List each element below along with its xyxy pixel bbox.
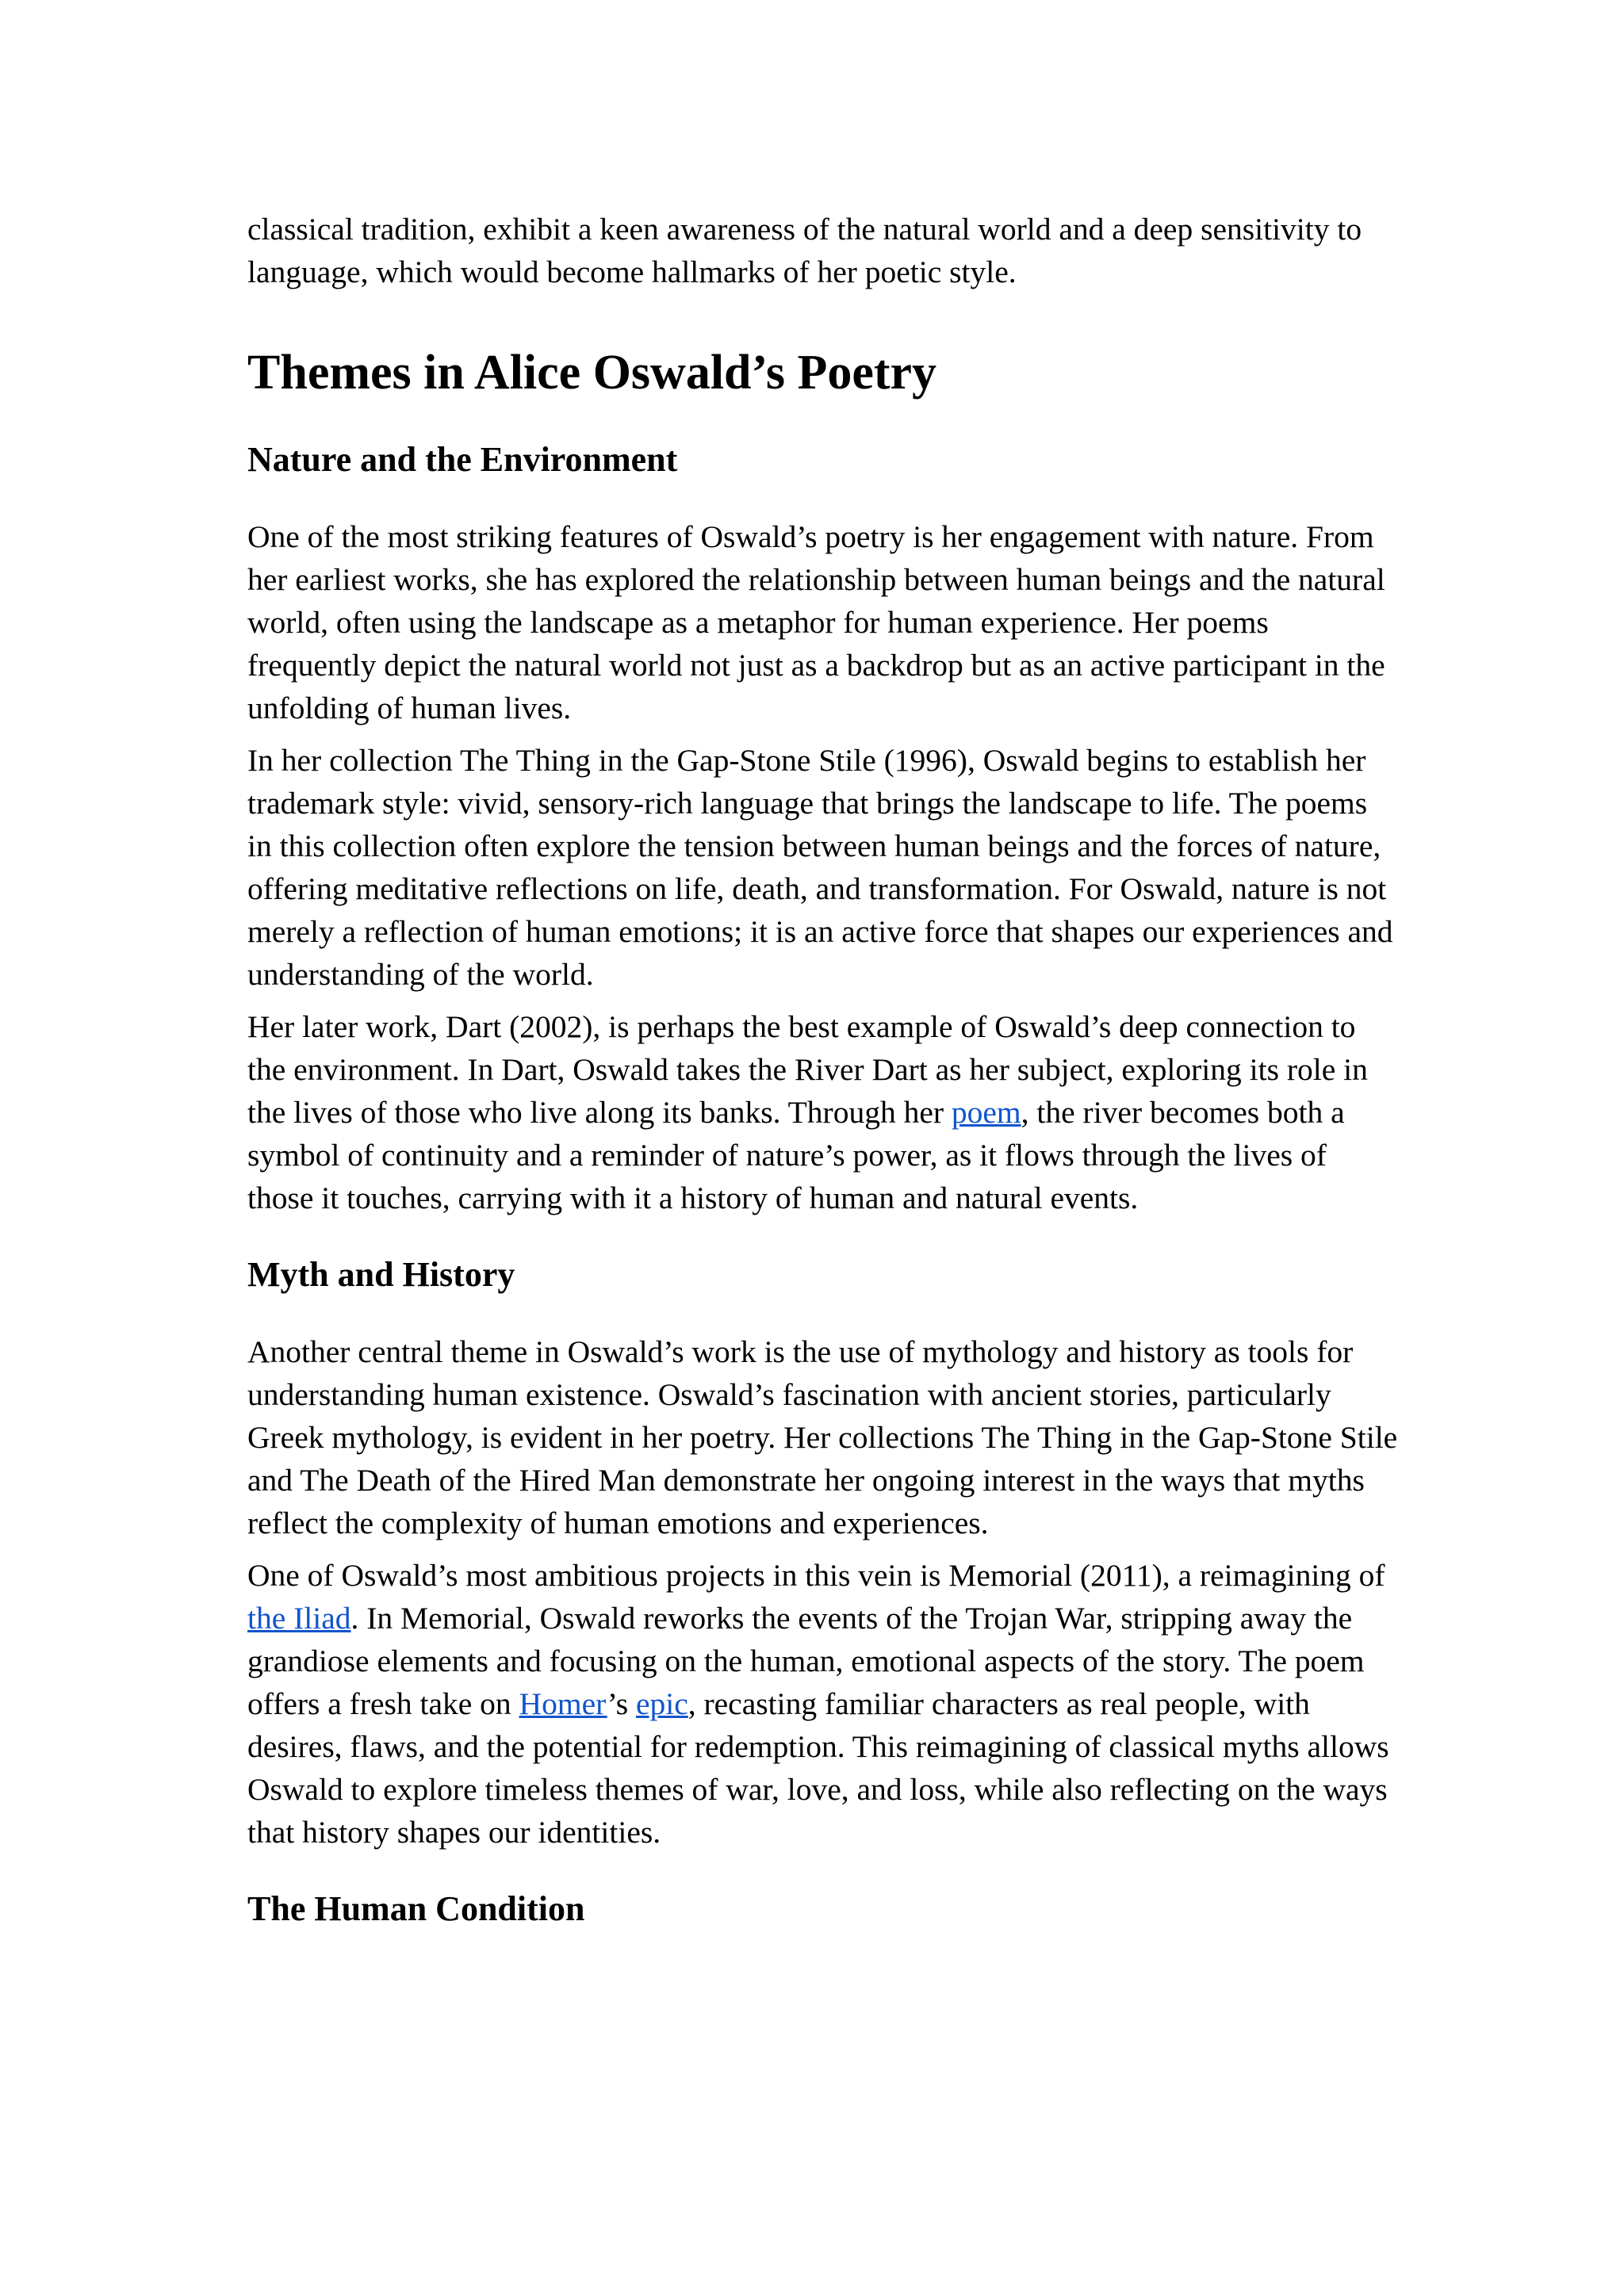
nature-paragraph-2: In her collection The Thing in the Gap-Stone Stile (1996), Oswald begins to establish her trademark style: vivid, sensory-rich language that brings the landscape to life. The poems in this collection often explore the tension between human beings and the forces of nature, offering meditative reflections on life, death, and transformation. For Oswald, nature is not merely a reflection of human emotions; it is an active force that shapes our experiences and understanding of the world. xyxy=(247,743,1393,992)
nature-paragraph-1: One of the most striking features of Oswald’s poetry is her engagement with nature. From her earliest works, she has explored the relationship between human beings and the natural world, often using the landscape as a metaphor for human experience. Her poems frequently depict the natural world not just as a backdrop but as an active participant in the unfolding of human lives. xyxy=(247,519,1385,725)
nature-p3-text-a: Her later work, Dart (2002), is perhaps the best example of Oswald’s deep connection to the environment. In Dart, Oswald takes the River Dart as her subject, exploring its role in the lives of those who live along its banks. Through her xyxy=(247,1009,1368,1130)
myth-p2-text-b: . In Memorial, Oswald reworks the events of the Trojan War, stripping away the grandiose elements and focusing on the human, emotional aspects of the story. The poem offers a fresh take on xyxy=(247,1601,1365,1721)
intro-paragraph: classical tradition, exhibit a keen awareness of the natural world and a deep sensitivity to language, which would become hallmarks of her poetic style. xyxy=(247,212,1362,289)
section-heading-nature: Nature and the Environment xyxy=(247,440,678,479)
poem-link[interactable]: poem xyxy=(951,1095,1021,1130)
homer-link[interactable]: Homer xyxy=(519,1686,607,1721)
main-heading: Themes in Alice Oswald’s Poetry xyxy=(247,346,937,400)
epic-link[interactable]: epic xyxy=(635,1686,688,1721)
nature-paragraph-3 xyxy=(247,1005,1399,1219)
iliad-link[interactable]: the Iliad xyxy=(247,1601,351,1636)
section-heading-human-condition: The Human Condition xyxy=(247,1889,585,1928)
myth-paragraph-2 xyxy=(247,1554,1399,1854)
myth-p2-text-d: , recasting familiar characters as real people, with desires, flaws, and the potential for redemption. This reimagining of classical myths allows Oswald to explore timeless themes of war, love, and loss, while also reflecting on the ways that history shapes our identities. xyxy=(247,1686,1389,1850)
document-page xyxy=(247,208,1399,1933)
myth-p2-text-c: ’s xyxy=(607,1686,636,1721)
myth-p2-text-a: One of Oswald’s most ambitious projects in this vein is Memorial (2011), a reimagining of xyxy=(247,1558,1385,1593)
myth-paragraph-1: Another central theme in Oswald’s work is the use of mythology and history as tools for understanding human existence. Oswald’s fascination with ancient stories, particularly Greek mythology, is evident in her poetry. Her collections The Thing in the Gap-Stone Stile and The Death of the Hired Man demonstrate her ongoing interest in the ways that myths reflect the complexity of human emotions and experiences. xyxy=(247,1334,1398,1540)
nature-p3-text-b: , the river becomes both a symbol of continuity and a reminder of nature’s power, as it flows through the lives of those it touches, carrying with it a history of human and natural events. xyxy=(247,1095,1345,1215)
section-heading-myth: Myth and History xyxy=(247,1255,515,1294)
